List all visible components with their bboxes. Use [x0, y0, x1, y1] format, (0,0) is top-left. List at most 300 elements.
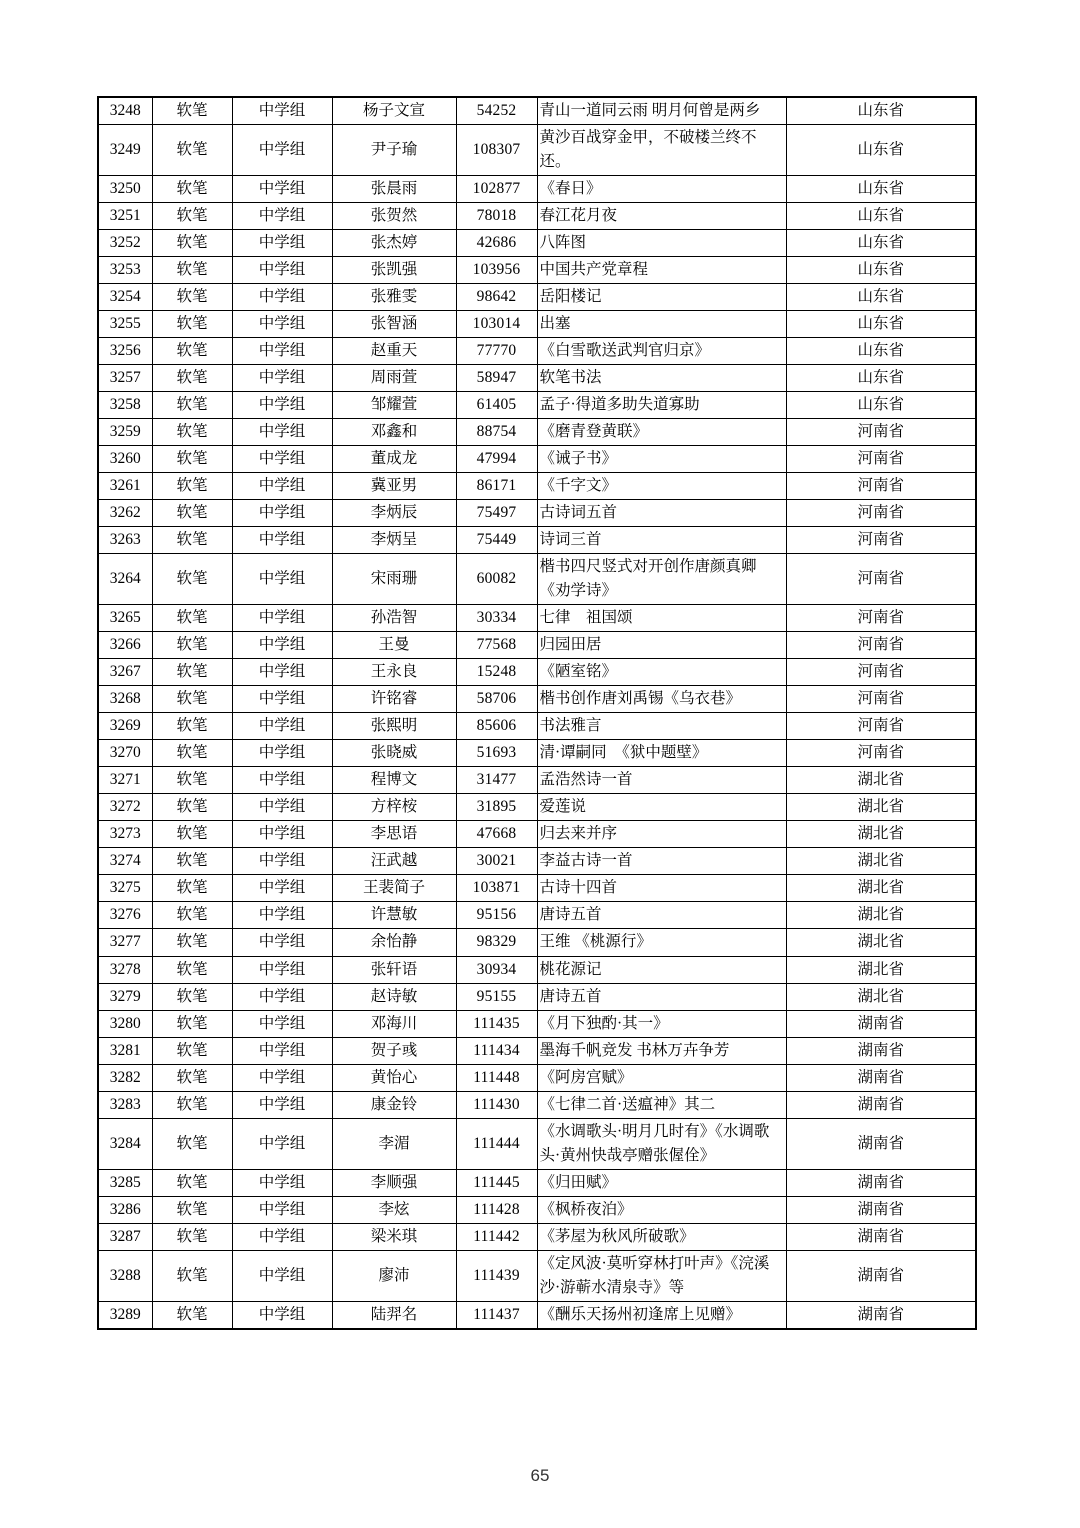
cell-region: 山东省	[786, 338, 976, 365]
table-row	[98, 1196, 976, 1223]
cell-name: 方梓桉	[332, 794, 456, 821]
table-row	[98, 365, 976, 392]
cell-cat: 软笔	[152, 983, 232, 1010]
cell-seq: 3269	[98, 713, 152, 740]
cell-cat: 软笔	[152, 365, 232, 392]
cell-region: 湖南省	[786, 1010, 976, 1037]
cell-cat: 软笔	[152, 1091, 232, 1118]
table-row	[98, 527, 976, 554]
cell-grp: 中学组	[232, 257, 332, 284]
cell-region: 河南省	[786, 500, 976, 527]
cell-region: 湖南省	[786, 1223, 976, 1250]
cell-cat: 软笔	[152, 176, 232, 203]
cell-seq: 3262	[98, 500, 152, 527]
cell-name: 冀亚男	[332, 473, 456, 500]
cell-seq: 3251	[98, 203, 152, 230]
cell-code: 78018	[456, 203, 537, 230]
cell-work: 《春日》	[537, 176, 786, 203]
cell-cat: 软笔	[152, 1037, 232, 1064]
cell-name: 李顺强	[332, 1169, 456, 1196]
cell-seq: 3286	[98, 1196, 152, 1223]
table-row	[98, 1037, 976, 1064]
cell-grp: 中学组	[232, 659, 332, 686]
cell-grp: 中学组	[232, 392, 332, 419]
cell-region: 河南省	[786, 473, 976, 500]
cell-seq: 3289	[98, 1301, 152, 1329]
cell-code: 31477	[456, 767, 537, 794]
cell-name: 张晓威	[332, 740, 456, 767]
cell-seq: 3280	[98, 1010, 152, 1037]
cell-work: 桃花源记	[537, 956, 786, 983]
table-row	[98, 419, 976, 446]
cell-code: 111430	[456, 1091, 537, 1118]
cell-name: 陆羿名	[332, 1301, 456, 1329]
cell-code: 95155	[456, 983, 537, 1010]
cell-cat: 软笔	[152, 956, 232, 983]
cell-seq: 3281	[98, 1037, 152, 1064]
table-row	[98, 473, 976, 500]
table-row	[98, 659, 976, 686]
cell-name: 张智涵	[332, 311, 456, 338]
table-row	[98, 875, 976, 902]
cell-grp: 中学组	[232, 1301, 332, 1329]
cell-work: 《千字文》	[537, 473, 786, 500]
cell-work: 《诫子书》	[537, 446, 786, 473]
cell-work: 唐诗五首	[537, 983, 786, 1010]
cell-name: 黄怡心	[332, 1064, 456, 1091]
cell-cat: 软笔	[152, 1196, 232, 1223]
cell-work: 《归田赋》	[537, 1169, 786, 1196]
cell-code: 47668	[456, 821, 537, 848]
cell-seq: 3276	[98, 902, 152, 929]
cell-cat: 软笔	[152, 446, 232, 473]
cell-region: 河南省	[786, 419, 976, 446]
table-row	[98, 392, 976, 419]
cell-code: 75449	[456, 527, 537, 554]
cell-region: 河南省	[786, 713, 976, 740]
cell-cat: 软笔	[152, 902, 232, 929]
cell-name: 王裴简子	[332, 875, 456, 902]
table-row	[98, 230, 976, 257]
cell-code: 47994	[456, 446, 537, 473]
cell-seq: 3285	[98, 1169, 152, 1196]
cell-seq: 3252	[98, 230, 152, 257]
cell-grp: 中学组	[232, 1064, 332, 1091]
cell-cat: 软笔	[152, 821, 232, 848]
cell-code: 102877	[456, 176, 537, 203]
cell-work: 《水调歌头·明月几时有》《水调歌头·黄州快哉亭赠张偓佺》	[537, 1118, 786, 1169]
table-row	[98, 983, 976, 1010]
cell-name: 邹耀萱	[332, 392, 456, 419]
cell-seq: 3253	[98, 257, 152, 284]
cell-work: 《磨青登黄联》	[537, 419, 786, 446]
table-row	[98, 1118, 976, 1169]
cell-work: 归园田居	[537, 632, 786, 659]
cell-code: 111445	[456, 1169, 537, 1196]
cell-code: 31895	[456, 794, 537, 821]
cell-region: 山东省	[786, 392, 976, 419]
cell-seq: 3288	[98, 1250, 152, 1301]
cell-work: 爱莲说	[537, 794, 786, 821]
cell-cat: 软笔	[152, 1250, 232, 1301]
cell-region: 山东省	[786, 125, 976, 176]
cell-region: 山东省	[786, 365, 976, 392]
cell-seq: 3256	[98, 338, 152, 365]
cell-name: 王永良	[332, 659, 456, 686]
cell-region: 湖北省	[786, 767, 976, 794]
cell-region: 湖南省	[786, 1301, 976, 1329]
cell-cat: 软笔	[152, 1064, 232, 1091]
cell-seq: 3264	[98, 554, 152, 605]
cell-work: 归去来并序	[537, 821, 786, 848]
cell-code: 103956	[456, 257, 537, 284]
cell-name: 张贺然	[332, 203, 456, 230]
cell-name: 赵重天	[332, 338, 456, 365]
cell-seq: 3271	[98, 767, 152, 794]
cell-work: 书法雅言	[537, 713, 786, 740]
table-row	[98, 176, 976, 203]
cell-work: 《白雪歌送武判官归京》	[537, 338, 786, 365]
cell-code: 111444	[456, 1118, 537, 1169]
table-row	[98, 125, 976, 176]
cell-name: 程博文	[332, 767, 456, 794]
cell-work: 清·谭嗣同 《狱中题壁》	[537, 740, 786, 767]
cell-region: 河南省	[786, 446, 976, 473]
cell-name: 尹子瑜	[332, 125, 456, 176]
cell-region: 湖南省	[786, 1196, 976, 1223]
cell-cat: 软笔	[152, 311, 232, 338]
table-row	[98, 203, 976, 230]
cell-name: 张晨雨	[332, 176, 456, 203]
cell-region: 湖北省	[786, 848, 976, 875]
cell-code: 88754	[456, 419, 537, 446]
cell-cat: 软笔	[152, 1223, 232, 1250]
cell-grp: 中学组	[232, 848, 332, 875]
cell-grp: 中学组	[232, 554, 332, 605]
cell-code: 86171	[456, 473, 537, 500]
cell-work: 八阵图	[537, 230, 786, 257]
cell-region: 湖北省	[786, 929, 976, 956]
cell-seq: 3268	[98, 686, 152, 713]
cell-work: 中国共产党章程	[537, 257, 786, 284]
cell-cat: 软笔	[152, 686, 232, 713]
cell-work: 《阿房宫赋》	[537, 1064, 786, 1091]
page-number: 65	[530, 1466, 550, 1485]
cell-grp: 中学组	[232, 97, 332, 125]
cell-code: 103014	[456, 311, 537, 338]
table-row	[98, 284, 976, 311]
cell-region: 河南省	[786, 659, 976, 686]
cell-seq: 3255	[98, 311, 152, 338]
cell-name: 李炳辰	[332, 500, 456, 527]
table-row	[98, 605, 976, 632]
cell-code: 58706	[456, 686, 537, 713]
cell-cat: 软笔	[152, 554, 232, 605]
cell-code: 77770	[456, 338, 537, 365]
cell-cat: 软笔	[152, 713, 232, 740]
cell-name: 张凯强	[332, 257, 456, 284]
cell-region: 河南省	[786, 740, 976, 767]
cell-work: 七律 祖国颂	[537, 605, 786, 632]
table-row	[98, 1301, 976, 1329]
cell-grp: 中学组	[232, 983, 332, 1010]
cell-seq: 3284	[98, 1118, 152, 1169]
table-row	[98, 686, 976, 713]
cell-name: 邓鑫和	[332, 419, 456, 446]
cell-name: 周雨萱	[332, 365, 456, 392]
cell-grp: 中学组	[232, 956, 332, 983]
cell-grp: 中学组	[232, 740, 332, 767]
cell-name: 宋雨珊	[332, 554, 456, 605]
cell-code: 95156	[456, 902, 537, 929]
cell-grp: 中学组	[232, 446, 332, 473]
cell-work: 《酬乐天扬州初逢席上见赠》	[537, 1301, 786, 1329]
cell-work: 孟浩然诗一首	[537, 767, 786, 794]
cell-region: 湖南省	[786, 1118, 976, 1169]
cell-seq: 3272	[98, 794, 152, 821]
cell-grp: 中学组	[232, 686, 332, 713]
roster-table-container	[97, 96, 975, 1330]
cell-code: 75497	[456, 500, 537, 527]
table-row	[98, 794, 976, 821]
cell-cat: 软笔	[152, 767, 232, 794]
table-row	[98, 1169, 976, 1196]
cell-grp: 中学组	[232, 1118, 332, 1169]
cell-grp: 中学组	[232, 713, 332, 740]
cell-cat: 软笔	[152, 419, 232, 446]
cell-grp: 中学组	[232, 311, 332, 338]
cell-work: 岳阳楼记	[537, 284, 786, 311]
cell-code: 111435	[456, 1010, 537, 1037]
cell-grp: 中学组	[232, 1010, 332, 1037]
cell-name: 孙浩智	[332, 605, 456, 632]
cell-cat: 软笔	[152, 632, 232, 659]
cell-cat: 软笔	[152, 740, 232, 767]
cell-cat: 软笔	[152, 875, 232, 902]
table-row	[98, 311, 976, 338]
cell-grp: 中学组	[232, 605, 332, 632]
cell-code: 111437	[456, 1301, 537, 1329]
cell-region: 湖南省	[786, 1091, 976, 1118]
cell-cat: 软笔	[152, 1301, 232, 1329]
cell-grp: 中学组	[232, 365, 332, 392]
cell-grp: 中学组	[232, 473, 332, 500]
cell-work: 春江花月夜	[537, 203, 786, 230]
cell-work: 黄沙百战穿金甲，不破楼兰终不还。	[537, 125, 786, 176]
cell-name: 贺子彧	[332, 1037, 456, 1064]
cell-work: 《茅屋为秋风所破歌》	[537, 1223, 786, 1250]
cell-grp: 中学组	[232, 767, 332, 794]
table-row	[98, 632, 976, 659]
cell-seq: 3277	[98, 929, 152, 956]
cell-code: 111439	[456, 1250, 537, 1301]
cell-region: 山东省	[786, 284, 976, 311]
cell-region: 山东省	[786, 203, 976, 230]
table-row	[98, 446, 976, 473]
cell-seq: 3263	[98, 527, 152, 554]
cell-grp: 中学组	[232, 1223, 332, 1250]
cell-seq: 3283	[98, 1091, 152, 1118]
cell-work: 古诗十四首	[537, 875, 786, 902]
cell-seq: 3248	[98, 97, 152, 125]
cell-region: 山东省	[786, 97, 976, 125]
cell-grp: 中学组	[232, 527, 332, 554]
table-row	[98, 713, 976, 740]
cell-code: 42686	[456, 230, 537, 257]
cell-grp: 中学组	[232, 1196, 332, 1223]
cell-work: 《枫桥夜泊》	[537, 1196, 786, 1223]
cell-name: 张雅雯	[332, 284, 456, 311]
table-row	[98, 97, 976, 125]
table-row	[98, 1010, 976, 1037]
cell-seq: 3278	[98, 956, 152, 983]
cell-code: 15248	[456, 659, 537, 686]
cell-code: 54252	[456, 97, 537, 125]
cell-grp: 中学组	[232, 338, 332, 365]
cell-cat: 软笔	[152, 659, 232, 686]
cell-cat: 软笔	[152, 473, 232, 500]
cell-name: 张熙明	[332, 713, 456, 740]
cell-cat: 软笔	[152, 794, 232, 821]
cell-cat: 软笔	[152, 605, 232, 632]
cell-cat: 软笔	[152, 500, 232, 527]
cell-region: 湖北省	[786, 821, 976, 848]
cell-grp: 中学组	[232, 902, 332, 929]
cell-work: 王维 《桃源行》	[537, 929, 786, 956]
table-row	[98, 338, 976, 365]
table-row	[98, 257, 976, 284]
cell-work: 青山一道同云雨 明月何曾是两乡	[537, 97, 786, 125]
cell-name: 许慧敏	[332, 902, 456, 929]
cell-region: 湖南省	[786, 1064, 976, 1091]
table-row	[98, 1223, 976, 1250]
cell-cat: 软笔	[152, 257, 232, 284]
cell-code: 30934	[456, 956, 537, 983]
cell-grp: 中学组	[232, 794, 332, 821]
cell-code: 98329	[456, 929, 537, 956]
cell-seq: 3260	[98, 446, 152, 473]
cell-name: 邓海川	[332, 1010, 456, 1037]
cell-region: 湖南省	[786, 1037, 976, 1064]
cell-grp: 中学组	[232, 821, 332, 848]
cell-region: 河南省	[786, 527, 976, 554]
cell-region: 湖南省	[786, 1250, 976, 1301]
cell-code: 77568	[456, 632, 537, 659]
table-row	[98, 1064, 976, 1091]
cell-grp: 中学组	[232, 203, 332, 230]
table-row	[98, 767, 976, 794]
cell-work: 《七律二首·送瘟神》其二	[537, 1091, 786, 1118]
cell-seq: 3261	[98, 473, 152, 500]
cell-work: 李益古诗一首	[537, 848, 786, 875]
cell-region: 河南省	[786, 686, 976, 713]
cell-work: 楷书创作唐刘禹锡《乌衣巷》	[537, 686, 786, 713]
table-row	[98, 902, 976, 929]
cell-work: 软笔书法	[537, 365, 786, 392]
cell-grp: 中学组	[232, 1169, 332, 1196]
table-row	[98, 821, 976, 848]
cell-grp: 中学组	[232, 875, 332, 902]
cell-seq: 3282	[98, 1064, 152, 1091]
roster-table-body	[98, 97, 976, 1329]
table-row	[98, 956, 976, 983]
cell-code: 30334	[456, 605, 537, 632]
cell-region: 河南省	[786, 554, 976, 605]
cell-code: 60082	[456, 554, 537, 605]
cell-work: 楷书四尺竖式对开创作唐颜真卿《劝学诗》	[537, 554, 786, 605]
cell-region: 山东省	[786, 311, 976, 338]
cell-seq: 3287	[98, 1223, 152, 1250]
cell-code: 30021	[456, 848, 537, 875]
cell-cat: 软笔	[152, 284, 232, 311]
cell-work: 诗词三首	[537, 527, 786, 554]
cell-code: 111428	[456, 1196, 537, 1223]
table-row	[98, 848, 976, 875]
cell-code: 103871	[456, 875, 537, 902]
table-row	[98, 1091, 976, 1118]
cell-seq: 3258	[98, 392, 152, 419]
cell-region: 湖北省	[786, 902, 976, 929]
cell-seq: 3273	[98, 821, 152, 848]
cell-seq: 3274	[98, 848, 152, 875]
cell-work: 古诗词五首	[537, 500, 786, 527]
cell-code: 108307	[456, 125, 537, 176]
cell-grp: 中学组	[232, 419, 332, 446]
cell-name: 许铭睿	[332, 686, 456, 713]
cell-name: 廖沛	[332, 1250, 456, 1301]
cell-work: 出塞	[537, 311, 786, 338]
cell-grp: 中学组	[232, 125, 332, 176]
table-row	[98, 929, 976, 956]
cell-code: 98642	[456, 284, 537, 311]
cell-grp: 中学组	[232, 1091, 332, 1118]
cell-name: 张轩语	[332, 956, 456, 983]
cell-cat: 软笔	[152, 97, 232, 125]
cell-name: 赵诗敏	[332, 983, 456, 1010]
cell-region: 山东省	[786, 176, 976, 203]
cell-name: 张杰婷	[332, 230, 456, 257]
cell-name: 康金铃	[332, 1091, 456, 1118]
cell-grp: 中学组	[232, 1037, 332, 1064]
cell-grp: 中学组	[232, 929, 332, 956]
cell-seq: 3267	[98, 659, 152, 686]
cell-code: 111448	[456, 1064, 537, 1091]
cell-cat: 软笔	[152, 527, 232, 554]
cell-name: 李炳呈	[332, 527, 456, 554]
cell-name: 李湄	[332, 1118, 456, 1169]
cell-work: 《月下独酌·其一》	[537, 1010, 786, 1037]
cell-region: 湖北省	[786, 983, 976, 1010]
table-row	[98, 554, 976, 605]
table-row	[98, 1250, 976, 1301]
cell-code: 111442	[456, 1223, 537, 1250]
cell-grp: 中学组	[232, 176, 332, 203]
cell-work: 墨海千帆竞发 书林万卉争芳	[537, 1037, 786, 1064]
cell-seq: 3249	[98, 125, 152, 176]
cell-code: 61405	[456, 392, 537, 419]
cell-grp: 中学组	[232, 284, 332, 311]
table-row	[98, 740, 976, 767]
cell-seq: 3254	[98, 284, 152, 311]
cell-work: 《定风波·莫听穿林打叶声》《浣溪沙·游蕲水清泉寺》等	[537, 1250, 786, 1301]
cell-code: 85606	[456, 713, 537, 740]
cell-seq: 3275	[98, 875, 152, 902]
cell-seq: 3250	[98, 176, 152, 203]
cell-region: 湖南省	[786, 1169, 976, 1196]
cell-region: 河南省	[786, 632, 976, 659]
cell-name: 王曼	[332, 632, 456, 659]
cell-name: 汪武越	[332, 848, 456, 875]
